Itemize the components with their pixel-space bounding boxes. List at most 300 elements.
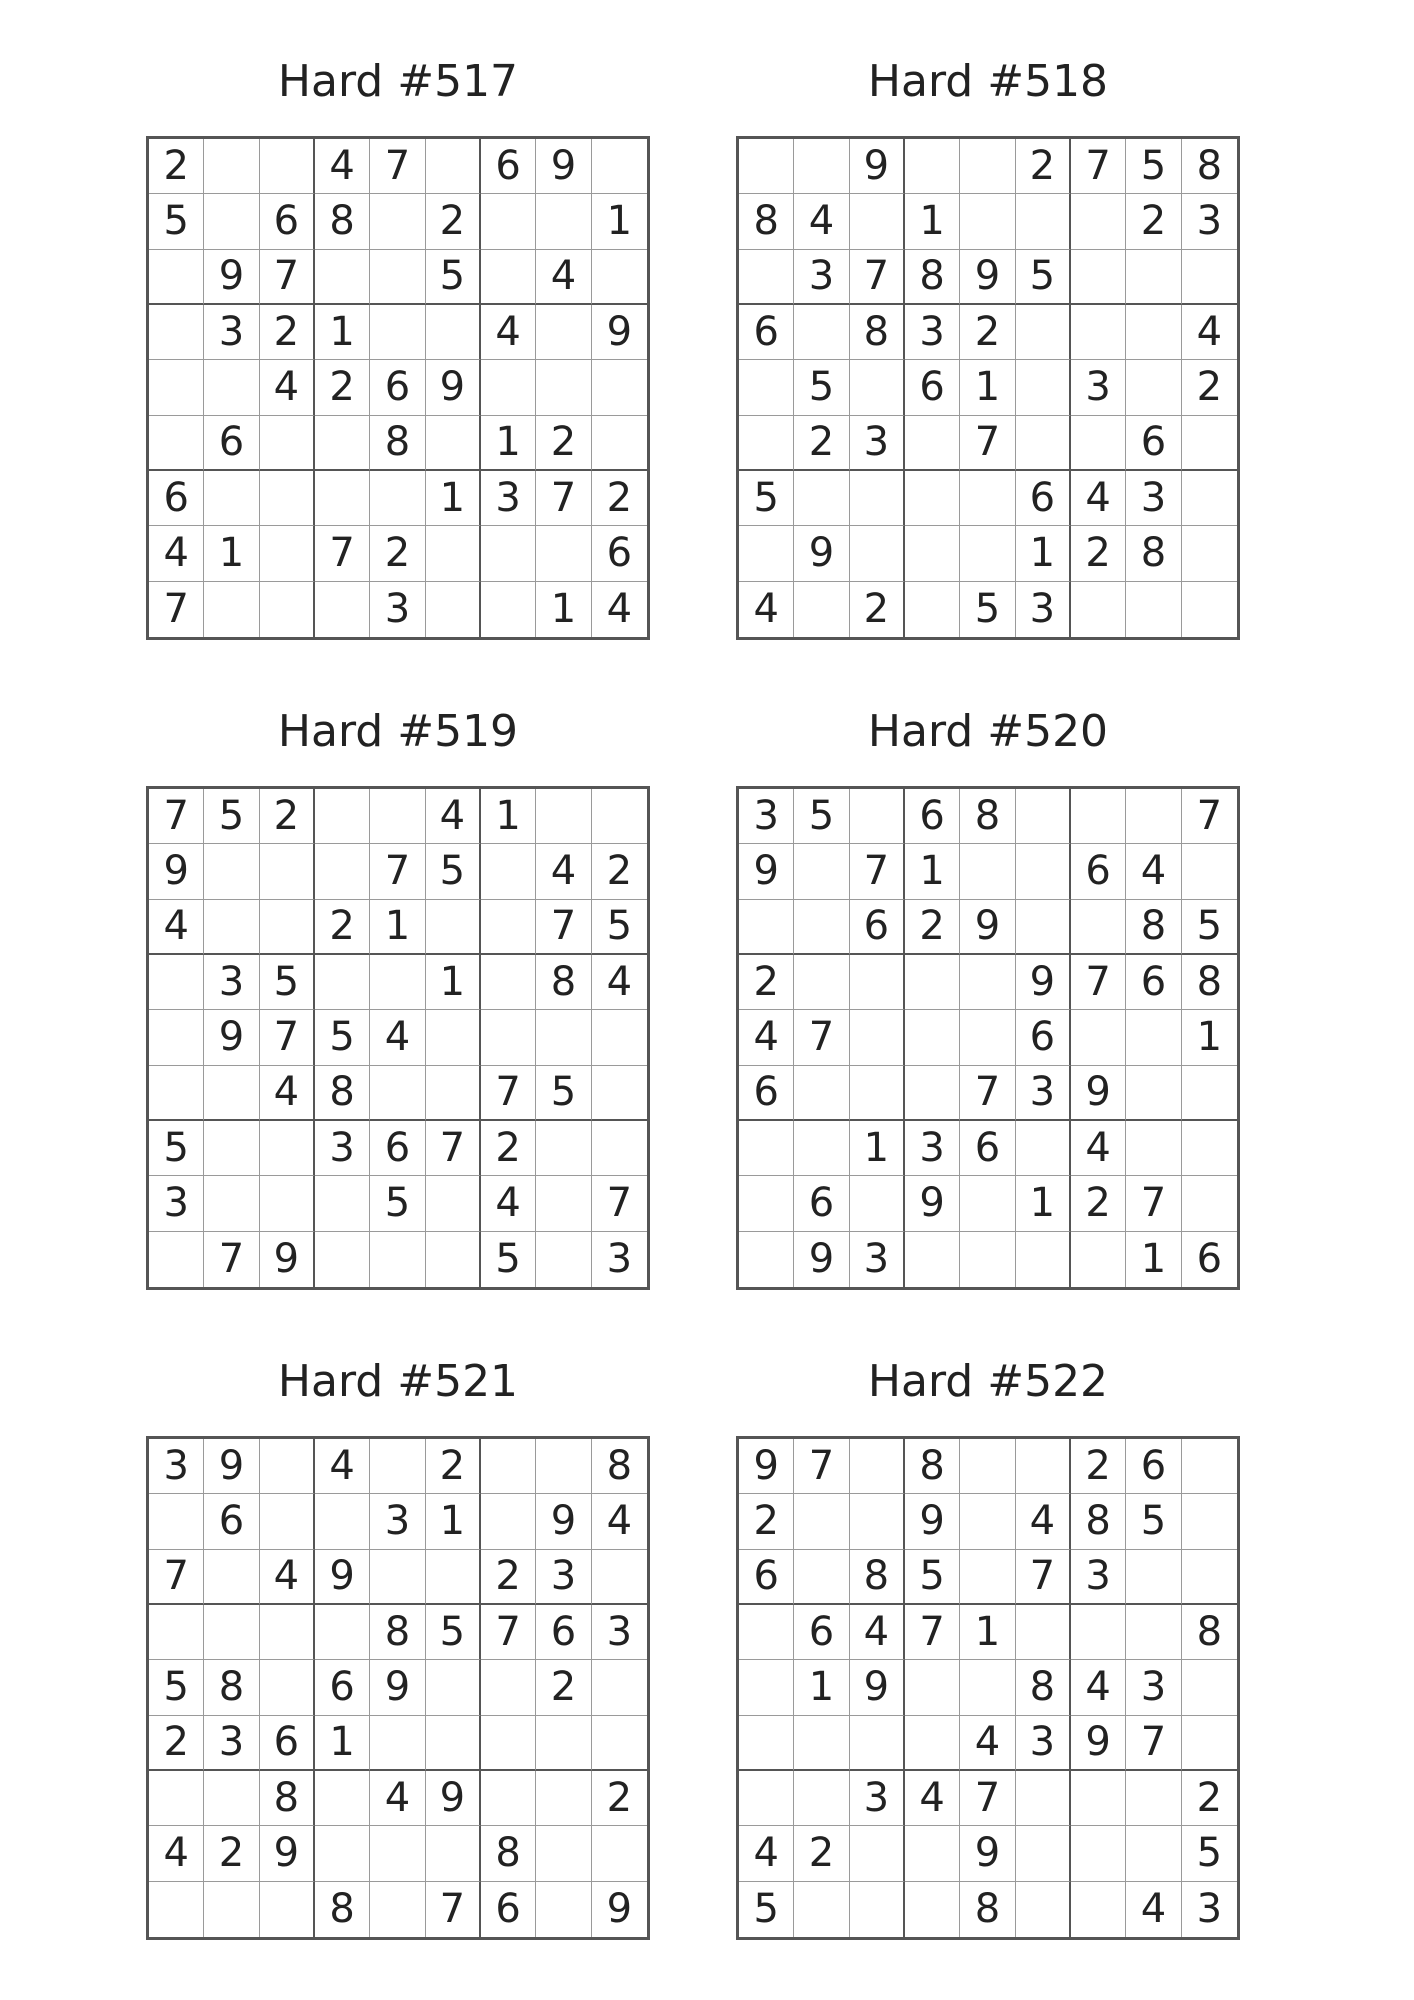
empty-cell[interactable] bbox=[204, 360, 259, 415]
empty-cell[interactable] bbox=[905, 526, 960, 581]
empty-cell[interactable] bbox=[260, 1882, 315, 1937]
empty-cell[interactable] bbox=[794, 1716, 849, 1771]
empty-cell[interactable] bbox=[960, 955, 1015, 1010]
empty-cell[interactable] bbox=[315, 1826, 370, 1881]
empty-cell[interactable] bbox=[536, 526, 591, 581]
empty-cell[interactable] bbox=[905, 1882, 960, 1937]
empty-cell[interactable] bbox=[149, 305, 204, 360]
empty-cell[interactable] bbox=[905, 139, 960, 194]
empty-cell[interactable] bbox=[905, 582, 960, 637]
empty-cell[interactable] bbox=[426, 1176, 481, 1231]
empty-cell[interactable] bbox=[426, 1716, 481, 1771]
empty-cell[interactable] bbox=[481, 1494, 536, 1549]
empty-cell[interactable] bbox=[1182, 1494, 1237, 1549]
empty-cell[interactable] bbox=[794, 1494, 849, 1549]
empty-cell[interactable] bbox=[960, 526, 1015, 581]
given-cell: 2 bbox=[1182, 360, 1237, 415]
empty-cell[interactable] bbox=[1182, 1121, 1237, 1176]
empty-cell[interactable] bbox=[481, 526, 536, 581]
given-cell: 8 bbox=[370, 1605, 425, 1660]
empty-cell[interactable] bbox=[260, 1439, 315, 1494]
empty-cell[interactable] bbox=[1071, 1010, 1126, 1065]
empty-cell[interactable] bbox=[592, 250, 647, 305]
empty-cell[interactable] bbox=[1071, 1771, 1126, 1826]
empty-cell[interactable] bbox=[149, 1494, 204, 1549]
empty-cell[interactable] bbox=[1126, 1550, 1181, 1605]
empty-cell[interactable] bbox=[592, 1660, 647, 1715]
empty-cell[interactable] bbox=[850, 1176, 905, 1231]
empty-cell[interactable] bbox=[260, 1660, 315, 1715]
empty-cell[interactable] bbox=[1016, 416, 1071, 471]
empty-cell[interactable] bbox=[739, 139, 794, 194]
empty-cell[interactable] bbox=[204, 1550, 259, 1605]
given-cell: 6 bbox=[794, 1176, 849, 1231]
empty-cell[interactable] bbox=[315, 582, 370, 637]
given-cell: 5 bbox=[1182, 1826, 1237, 1881]
empty-cell[interactable] bbox=[794, 955, 849, 1010]
given-cell: 3 bbox=[739, 789, 794, 844]
empty-cell[interactable] bbox=[592, 1716, 647, 1771]
given-cell: 5 bbox=[1182, 900, 1237, 955]
empty-cell[interactable] bbox=[794, 1771, 849, 1826]
empty-cell[interactable] bbox=[739, 1716, 794, 1771]
empty-cell[interactable] bbox=[794, 900, 849, 955]
empty-cell[interactable] bbox=[481, 582, 536, 637]
given-cell: 1 bbox=[481, 416, 536, 471]
empty-cell[interactable] bbox=[850, 526, 905, 581]
empty-cell[interactable] bbox=[1016, 900, 1071, 955]
empty-cell[interactable] bbox=[1126, 1010, 1181, 1065]
empty-cell[interactable] bbox=[1016, 194, 1071, 249]
empty-cell[interactable] bbox=[481, 1771, 536, 1826]
empty-cell[interactable] bbox=[1071, 305, 1126, 360]
empty-cell[interactable] bbox=[315, 471, 370, 526]
empty-cell[interactable] bbox=[370, 1439, 425, 1494]
empty-cell[interactable] bbox=[1016, 789, 1071, 844]
empty-cell[interactable] bbox=[426, 139, 481, 194]
empty-cell[interactable] bbox=[204, 1066, 259, 1121]
empty-cell[interactable] bbox=[1071, 416, 1126, 471]
empty-cell[interactable] bbox=[149, 1066, 204, 1121]
empty-cell[interactable] bbox=[260, 526, 315, 581]
empty-cell[interactable] bbox=[204, 1605, 259, 1660]
empty-cell[interactable] bbox=[536, 1010, 591, 1065]
empty-cell[interactable] bbox=[850, 471, 905, 526]
empty-cell[interactable] bbox=[850, 1010, 905, 1065]
given-cell: 8 bbox=[1182, 955, 1237, 1010]
empty-cell[interactable] bbox=[204, 1771, 259, 1826]
empty-cell[interactable] bbox=[850, 1066, 905, 1121]
empty-cell[interactable] bbox=[1182, 526, 1237, 581]
empty-cell[interactable] bbox=[481, 1716, 536, 1771]
empty-cell[interactable] bbox=[536, 1176, 591, 1231]
empty-cell[interactable] bbox=[149, 955, 204, 1010]
given-cell: 8 bbox=[739, 194, 794, 249]
empty-cell[interactable] bbox=[426, 416, 481, 471]
empty-cell[interactable] bbox=[960, 1439, 1015, 1494]
given-cell: 8 bbox=[1071, 1494, 1126, 1549]
given-cell: 4 bbox=[426, 789, 481, 844]
empty-cell[interactable] bbox=[905, 1660, 960, 1715]
given-cell: 9 bbox=[536, 1494, 591, 1549]
empty-cell[interactable] bbox=[204, 900, 259, 955]
empty-cell[interactable] bbox=[370, 1550, 425, 1605]
empty-cell[interactable] bbox=[426, 1010, 481, 1065]
empty-cell[interactable] bbox=[370, 789, 425, 844]
given-cell: 5 bbox=[1126, 1494, 1181, 1549]
empty-cell[interactable] bbox=[204, 1121, 259, 1176]
empty-cell[interactable] bbox=[260, 844, 315, 899]
empty-cell[interactable] bbox=[260, 1176, 315, 1231]
empty-cell[interactable] bbox=[149, 1010, 204, 1065]
given-cell: 4 bbox=[370, 1010, 425, 1065]
empty-cell[interactable] bbox=[1071, 900, 1126, 955]
empty-cell[interactable] bbox=[1182, 1716, 1237, 1771]
empty-cell[interactable] bbox=[1016, 1882, 1071, 1937]
empty-cell[interactable] bbox=[481, 955, 536, 1010]
empty-cell[interactable] bbox=[1071, 250, 1126, 305]
given-cell: 2 bbox=[1126, 194, 1181, 249]
empty-cell[interactable] bbox=[739, 1771, 794, 1826]
empty-cell[interactable] bbox=[481, 194, 536, 249]
given-cell: 1 bbox=[536, 582, 591, 637]
empty-cell[interactable] bbox=[739, 1232, 794, 1287]
given-cell: 7 bbox=[536, 471, 591, 526]
given-cell: 2 bbox=[481, 1121, 536, 1176]
empty-cell[interactable] bbox=[1126, 1605, 1181, 1660]
given-cell: 8 bbox=[1126, 526, 1181, 581]
empty-cell[interactable] bbox=[592, 1010, 647, 1065]
empty-cell[interactable] bbox=[905, 1716, 960, 1771]
empty-cell[interactable] bbox=[850, 955, 905, 1010]
given-cell: 4 bbox=[260, 1550, 315, 1605]
given-cell: 5 bbox=[260, 955, 315, 1010]
empty-cell[interactable] bbox=[739, 1605, 794, 1660]
empty-cell[interactable] bbox=[592, 139, 647, 194]
empty-cell[interactable] bbox=[536, 1882, 591, 1937]
empty-cell[interactable] bbox=[536, 1121, 591, 1176]
empty-cell[interactable] bbox=[370, 1232, 425, 1287]
empty-cell[interactable] bbox=[260, 139, 315, 194]
given-cell: 6 bbox=[1016, 471, 1071, 526]
empty-cell[interactable] bbox=[370, 1882, 425, 1937]
empty-cell[interactable] bbox=[1126, 789, 1181, 844]
empty-cell[interactable] bbox=[1182, 582, 1237, 637]
empty-cell[interactable] bbox=[315, 1771, 370, 1826]
empty-cell[interactable] bbox=[1016, 1439, 1071, 1494]
empty-cell[interactable] bbox=[739, 900, 794, 955]
empty-cell[interactable] bbox=[1182, 416, 1237, 471]
empty-cell[interactable] bbox=[960, 1010, 1015, 1065]
empty-cell[interactable] bbox=[536, 1232, 591, 1287]
empty-cell[interactable] bbox=[536, 360, 591, 415]
empty-cell[interactable] bbox=[905, 1066, 960, 1121]
empty-cell[interactable] bbox=[315, 1494, 370, 1549]
empty-cell[interactable] bbox=[1071, 1882, 1126, 1937]
empty-cell[interactable] bbox=[1016, 1605, 1071, 1660]
empty-cell[interactable] bbox=[481, 900, 536, 955]
given-cell: 7 bbox=[960, 1066, 1015, 1121]
empty-cell[interactable] bbox=[739, 526, 794, 581]
empty-cell[interactable] bbox=[426, 900, 481, 955]
empty-cell[interactable] bbox=[260, 582, 315, 637]
empty-cell[interactable] bbox=[1016, 360, 1071, 415]
given-cell: 2 bbox=[1016, 139, 1071, 194]
given-cell: 7 bbox=[1182, 789, 1237, 844]
empty-cell[interactable] bbox=[905, 1826, 960, 1881]
empty-cell[interactable] bbox=[426, 305, 481, 360]
given-cell: 2 bbox=[1071, 1439, 1126, 1494]
empty-cell[interactable] bbox=[481, 1660, 536, 1715]
empty-cell[interactable] bbox=[1016, 1826, 1071, 1881]
given-cell: 9 bbox=[204, 1439, 259, 1494]
given-cell: 9 bbox=[739, 1439, 794, 1494]
empty-cell[interactable] bbox=[149, 416, 204, 471]
given-cell: 3 bbox=[1016, 1066, 1071, 1121]
empty-cell[interactable] bbox=[204, 1176, 259, 1231]
empty-cell[interactable] bbox=[315, 789, 370, 844]
empty-cell[interactable] bbox=[905, 955, 960, 1010]
given-cell: 4 bbox=[536, 250, 591, 305]
empty-cell[interactable] bbox=[1126, 250, 1181, 305]
given-cell: 7 bbox=[149, 1550, 204, 1605]
given-cell: 6 bbox=[1071, 844, 1126, 899]
empty-cell[interactable] bbox=[1126, 1771, 1181, 1826]
given-cell: 7 bbox=[481, 1066, 536, 1121]
empty-cell[interactable] bbox=[1071, 1826, 1126, 1881]
given-cell: 6 bbox=[481, 1882, 536, 1937]
given-cell: 5 bbox=[426, 1605, 481, 1660]
empty-cell[interactable] bbox=[426, 1660, 481, 1715]
empty-cell[interactable] bbox=[1182, 1176, 1237, 1231]
empty-cell[interactable] bbox=[960, 844, 1015, 899]
empty-cell[interactable] bbox=[426, 1066, 481, 1121]
empty-cell[interactable] bbox=[149, 1232, 204, 1287]
empty-cell[interactable] bbox=[149, 250, 204, 305]
empty-cell[interactable] bbox=[1126, 360, 1181, 415]
empty-cell[interactable] bbox=[481, 250, 536, 305]
empty-cell[interactable] bbox=[592, 416, 647, 471]
given-cell: 5 bbox=[481, 1232, 536, 1287]
empty-cell[interactable] bbox=[1182, 844, 1237, 899]
empty-cell[interactable] bbox=[739, 416, 794, 471]
given-cell: 4 bbox=[1016, 1494, 1071, 1549]
empty-cell[interactable] bbox=[149, 360, 204, 415]
empty-cell[interactable] bbox=[1182, 471, 1237, 526]
empty-cell[interactable] bbox=[960, 1660, 1015, 1715]
empty-cell[interactable] bbox=[149, 1882, 204, 1937]
empty-cell[interactable] bbox=[370, 194, 425, 249]
empty-cell[interactable] bbox=[850, 1716, 905, 1771]
empty-cell[interactable] bbox=[536, 194, 591, 249]
empty-cell[interactable] bbox=[426, 582, 481, 637]
empty-cell[interactable] bbox=[794, 1882, 849, 1937]
empty-cell[interactable] bbox=[204, 194, 259, 249]
empty-cell[interactable] bbox=[1071, 1232, 1126, 1287]
empty-cell[interactable] bbox=[260, 1605, 315, 1660]
empty-cell[interactable] bbox=[850, 1882, 905, 1937]
empty-cell[interactable] bbox=[960, 1176, 1015, 1231]
empty-cell[interactable] bbox=[1182, 250, 1237, 305]
puzzle-title: Hard #519 bbox=[277, 706, 519, 757]
empty-cell[interactable] bbox=[1182, 1439, 1237, 1494]
given-cell: 2 bbox=[739, 1494, 794, 1549]
empty-cell[interactable] bbox=[426, 526, 481, 581]
empty-cell[interactable] bbox=[592, 1550, 647, 1605]
empty-cell[interactable] bbox=[1126, 1121, 1181, 1176]
empty-cell[interactable] bbox=[905, 1010, 960, 1065]
empty-cell[interactable] bbox=[426, 1232, 481, 1287]
given-cell: 7 bbox=[1071, 139, 1126, 194]
empty-cell[interactable] bbox=[1126, 582, 1181, 637]
empty-cell[interactable] bbox=[1016, 305, 1071, 360]
empty-cell[interactable] bbox=[1182, 1066, 1237, 1121]
empty-cell[interactable] bbox=[850, 194, 905, 249]
given-cell: 3 bbox=[1016, 582, 1071, 637]
empty-cell[interactable] bbox=[794, 1066, 849, 1121]
empty-cell[interactable] bbox=[794, 844, 849, 899]
empty-cell[interactable] bbox=[1016, 1232, 1071, 1287]
empty-cell[interactable] bbox=[960, 1494, 1015, 1549]
given-cell: 8 bbox=[536, 955, 591, 1010]
empty-cell[interactable] bbox=[426, 1826, 481, 1881]
empty-cell[interactable] bbox=[960, 139, 1015, 194]
empty-cell[interactable] bbox=[1126, 305, 1181, 360]
empty-cell[interactable] bbox=[315, 955, 370, 1010]
empty-cell[interactable] bbox=[260, 1121, 315, 1176]
empty-cell[interactable] bbox=[850, 789, 905, 844]
empty-cell[interactable] bbox=[481, 1439, 536, 1494]
empty-cell[interactable] bbox=[370, 955, 425, 1010]
empty-cell[interactable] bbox=[1126, 1066, 1181, 1121]
empty-cell[interactable] bbox=[536, 789, 591, 844]
empty-cell[interactable] bbox=[850, 1439, 905, 1494]
empty-cell[interactable] bbox=[315, 250, 370, 305]
empty-cell[interactable] bbox=[315, 1232, 370, 1287]
empty-cell[interactable] bbox=[905, 471, 960, 526]
empty-cell[interactable] bbox=[794, 1550, 849, 1605]
given-cell: 3 bbox=[315, 1121, 370, 1176]
empty-cell[interactable] bbox=[794, 471, 849, 526]
empty-cell[interactable] bbox=[739, 1176, 794, 1231]
given-cell: 1 bbox=[481, 789, 536, 844]
given-cell: 4 bbox=[1126, 1882, 1181, 1937]
empty-cell[interactable] bbox=[850, 1494, 905, 1549]
empty-cell[interactable] bbox=[370, 250, 425, 305]
empty-cell[interactable] bbox=[905, 416, 960, 471]
empty-cell[interactable] bbox=[1182, 1550, 1237, 1605]
empty-cell[interactable] bbox=[1126, 1826, 1181, 1881]
empty-cell[interactable] bbox=[960, 194, 1015, 249]
empty-cell[interactable] bbox=[481, 1010, 536, 1065]
empty-cell[interactable] bbox=[315, 1176, 370, 1231]
empty-cell[interactable] bbox=[1071, 194, 1126, 249]
empty-cell[interactable] bbox=[370, 305, 425, 360]
empty-cell[interactable] bbox=[960, 1232, 1015, 1287]
empty-cell[interactable] bbox=[536, 1439, 591, 1494]
empty-cell[interactable] bbox=[592, 789, 647, 844]
given-cell: 9 bbox=[1016, 955, 1071, 1010]
given-cell: 1 bbox=[905, 844, 960, 899]
given-cell: 8 bbox=[850, 305, 905, 360]
empty-cell[interactable] bbox=[794, 582, 849, 637]
empty-cell[interactable] bbox=[481, 844, 536, 899]
empty-cell[interactable] bbox=[1016, 844, 1071, 899]
empty-cell[interactable] bbox=[960, 471, 1015, 526]
empty-cell[interactable] bbox=[315, 1605, 370, 1660]
empty-cell[interactable] bbox=[370, 1716, 425, 1771]
empty-cell[interactable] bbox=[536, 1716, 591, 1771]
empty-cell[interactable] bbox=[536, 1826, 591, 1881]
empty-cell[interactable] bbox=[1071, 789, 1126, 844]
empty-cell[interactable] bbox=[260, 1494, 315, 1549]
empty-cell[interactable] bbox=[905, 1232, 960, 1287]
given-cell: 7 bbox=[905, 1605, 960, 1660]
empty-cell[interactable] bbox=[260, 471, 315, 526]
empty-cell[interactable] bbox=[370, 471, 425, 526]
empty-cell[interactable] bbox=[426, 1550, 481, 1605]
empty-cell[interactable] bbox=[850, 1826, 905, 1881]
empty-cell[interactable] bbox=[315, 844, 370, 899]
given-cell: 3 bbox=[481, 471, 536, 526]
empty-cell[interactable] bbox=[536, 305, 591, 360]
given-cell: 5 bbox=[739, 1882, 794, 1937]
empty-cell[interactable] bbox=[204, 844, 259, 899]
given-cell: 1 bbox=[905, 194, 960, 249]
empty-cell[interactable] bbox=[149, 1605, 204, 1660]
empty-cell[interactable] bbox=[739, 360, 794, 415]
empty-cell[interactable] bbox=[592, 1826, 647, 1881]
empty-cell[interactable] bbox=[260, 416, 315, 471]
empty-cell[interactable] bbox=[739, 250, 794, 305]
empty-cell[interactable] bbox=[1071, 1605, 1126, 1660]
empty-cell[interactable] bbox=[149, 1771, 204, 1826]
empty-cell[interactable] bbox=[481, 360, 536, 415]
empty-cell[interactable] bbox=[592, 1066, 647, 1121]
empty-cell[interactable] bbox=[592, 360, 647, 415]
empty-cell[interactable] bbox=[1182, 1660, 1237, 1715]
empty-cell[interactable] bbox=[260, 900, 315, 955]
empty-cell[interactable] bbox=[1016, 1771, 1071, 1826]
given-cell: 2 bbox=[426, 1439, 481, 1494]
empty-cell[interactable] bbox=[204, 471, 259, 526]
empty-cell[interactable] bbox=[315, 416, 370, 471]
empty-cell[interactable] bbox=[850, 360, 905, 415]
empty-cell[interactable] bbox=[204, 1882, 259, 1937]
given-cell: 8 bbox=[1182, 1605, 1237, 1660]
empty-cell[interactable] bbox=[592, 1121, 647, 1176]
empty-cell[interactable] bbox=[960, 1550, 1015, 1605]
empty-cell[interactable] bbox=[370, 1826, 425, 1881]
given-cell: 5 bbox=[315, 1010, 370, 1065]
empty-cell[interactable] bbox=[204, 582, 259, 637]
empty-cell[interactable] bbox=[794, 139, 849, 194]
empty-cell[interactable] bbox=[536, 1771, 591, 1826]
given-cell: 2 bbox=[1071, 1176, 1126, 1231]
given-cell: 5 bbox=[149, 194, 204, 249]
empty-cell[interactable] bbox=[739, 1121, 794, 1176]
given-cell: 4 bbox=[1071, 1121, 1126, 1176]
given-cell: 6 bbox=[481, 139, 536, 194]
puzzle-title: Hard #520 bbox=[867, 706, 1109, 757]
empty-cell[interactable] bbox=[1071, 582, 1126, 637]
empty-cell[interactable] bbox=[794, 1121, 849, 1176]
empty-cell[interactable] bbox=[204, 139, 259, 194]
empty-cell[interactable] bbox=[370, 1066, 425, 1121]
empty-cell[interactable] bbox=[794, 305, 849, 360]
empty-cell[interactable] bbox=[739, 1660, 794, 1715]
empty-cell[interactable] bbox=[1016, 1121, 1071, 1176]
